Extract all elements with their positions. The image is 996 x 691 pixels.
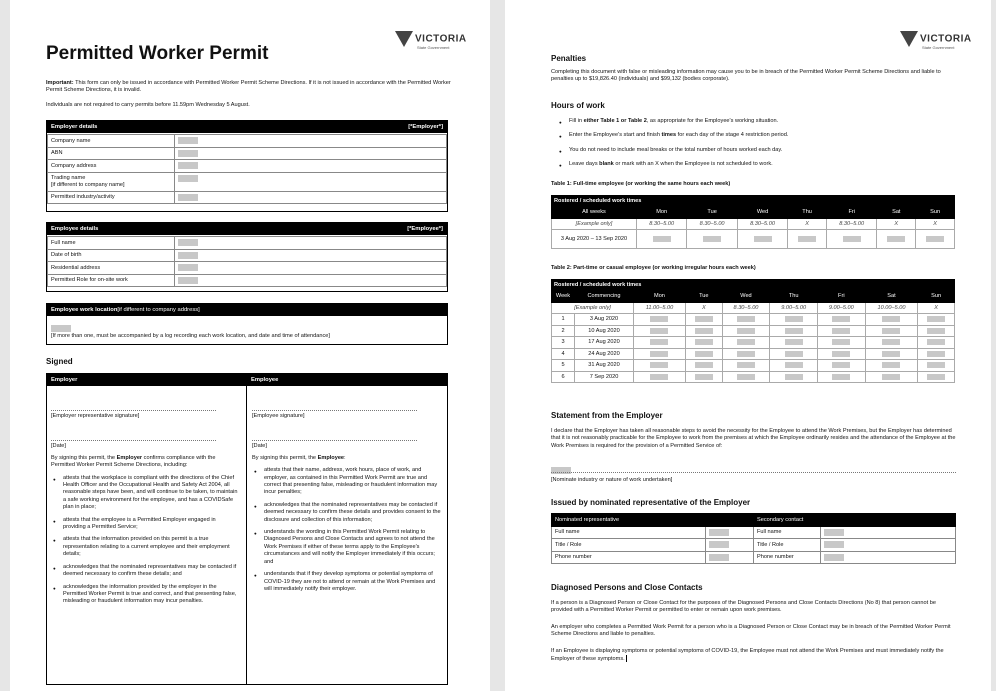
- employee-details-box: [46, 222, 448, 292]
- employer-bullet-list: [51, 475, 239, 606]
- company-address-field[interactable]: [175, 160, 447, 173]
- table-row: 5 31 Aug 2020: [552, 360, 955, 372]
- employee-bullet-list: [252, 467, 442, 593]
- employee-details-header: Employee details [*Employee*]: [47, 223, 447, 235]
- time-cell[interactable]: [865, 371, 918, 383]
- employee-date-line[interactable]: [252, 439, 417, 441]
- list-item: ● attests that the workplace is compliant with the directions of the Chief Health Officer and the Occupational Health and Safety Act 2004, all reasonable steps have been, and will continue to be taken, to maintain a safe working environment for the employee, and has a COVIDSafe plan in place;: [63, 475, 239, 512]
- input-placeholder: [178, 162, 198, 169]
- time-cell[interactable]: [685, 360, 722, 372]
- time-cell[interactable]: [918, 360, 955, 372]
- table2: [551, 279, 955, 383]
- form-row: Date of birth: [48, 249, 447, 262]
- list-item: ● attests that the information provided on this permit is a true representation relating to a current employee and their employment details;: [63, 536, 239, 558]
- employer-intro: By signing this permit, the Employer confirms compliance with the Permitted Worker Permit Scheme Directions, including:: [51, 454, 216, 469]
- form-row: Title / Role Title / Role: [552, 539, 956, 552]
- diagnosed-p2: An employer who completes a Permitted Work Permit for a person who is a Diagnosed Person or Close Contact may be in breach of the Permitted Worker Permit Scheme Directions and liable to penalties.: [551, 624, 951, 638]
- time-cell[interactable]: [722, 371, 770, 383]
- company-name-field[interactable]: [175, 135, 447, 148]
- form-row: Trading name [if different to company name]: [48, 172, 447, 191]
- time-cell[interactable]: [634, 360, 686, 372]
- input-placeholder: [178, 194, 198, 201]
- victoria-logo: VICTORIA State Government: [395, 30, 467, 50]
- input-placeholder: [178, 137, 198, 144]
- time-cell[interactable]: [817, 337, 865, 349]
- permitted-industry-field[interactable]: [175, 191, 447, 204]
- employer-details-table: [47, 134, 447, 204]
- hours-bullet-list: [557, 118, 969, 176]
- time-cell[interactable]: [637, 230, 687, 249]
- important-note: Important: This form can only be issued in accordance with Permitted Worker Permit Scheme Directions. If it is not issued in accordance with the Permitted Worker Permit Scheme Directions, it is invalid.: [46, 80, 451, 94]
- diagnosed-title: Diagnosed Persons and Close Contacts: [551, 583, 703, 592]
- table-row-example: [Example only] 11.00–5.00 X 8.30–5.00 9.00–5.00 9.00–5.00 10.00–5.00 X: [552, 302, 955, 314]
- time-cell[interactable]: [865, 325, 918, 337]
- statement-text: I declare that the Employer has taken all reasonable steps to avoid the necessity for the Employee to attend the Work Premises, but the Employer has determined that it is not reasonably practicable for the Employee to work from the premises at which the Employee ordinarily resides and the attendance of the Employee at the Work Premises is required for the provision of a Permitted Service of:: [551, 428, 956, 449]
- time-cell[interactable]: [634, 325, 686, 337]
- input-placeholder: [178, 252, 198, 259]
- secondary-full-name-field[interactable]: [820, 526, 955, 539]
- employee-signature-column: [Employee signature] [Date] By signing this permit, the Employee: ● attests that their name, address, work hours, place of work, and employer, as contained in this Permitted Work Permit are true and correct that presenting false, misleading or fraudulent information may incur penalties; ● acknowledges that the nominated representatives may be contacted if deemed necessary to confirm these details and provides consent to the disclosure and collection of this information; ● understands the wording in this Permitted Work Permit relating to Diagnosed Persons and Close Contacts and agrees to not attend the Work Premises if either of these terms apply to the Employee's circumstances and will notify the Employer immediately if this occurs; and ● understands that if they develop symptoms or potential symptoms of COVID-19 they are not to attend or remain at the Work Premises and will immediately notify their employer.: [252, 400, 442, 598]
- rep-full-name-field[interactable]: [706, 526, 754, 539]
- employer-details-header: Employer details [*Employer*]: [47, 121, 447, 133]
- time-cell[interactable]: [770, 337, 818, 349]
- time-cell[interactable]: [916, 230, 955, 249]
- table-header-row: All weeks Mon Tue Wed Thu Fri Sat Sun: [552, 207, 955, 219]
- employee-signature-line[interactable]: [252, 409, 417, 411]
- list-item: ● acknowledges that the nominated representatives may be contacted if deemed necessary to confirm these details; and: [63, 564, 239, 579]
- time-cell[interactable]: [770, 325, 818, 337]
- time-cell[interactable]: [634, 371, 686, 383]
- form-row: Full name: [48, 237, 447, 250]
- document-page-2: [505, 0, 991, 691]
- table-row-example: [Example only] 8.30–5.00 8.30–5.00 8.30–5.00 X 8.30–5.00 X X: [552, 218, 955, 230]
- time-cell[interactable]: [685, 314, 722, 326]
- time-cell[interactable]: [918, 314, 955, 326]
- victoria-logo: VICTORIA State Government: [900, 30, 972, 50]
- employee-details-table: [47, 236, 447, 287]
- victoria-triangle-icon: [395, 31, 413, 47]
- time-cell[interactable]: [685, 337, 722, 349]
- input-placeholder: [51, 325, 71, 332]
- hours-title: Hours of work: [551, 101, 605, 110]
- time-cell[interactable]: [770, 348, 818, 360]
- time-cell[interactable]: [817, 348, 865, 360]
- secondary-phone-field[interactable]: [820, 551, 955, 564]
- list-item: ● attests that the employee is a Permitted Employer engaged in providing a Permitted Service;: [63, 517, 239, 532]
- secondary-title-field[interactable]: [820, 539, 955, 552]
- time-cell[interactable]: [737, 230, 787, 249]
- employee-intro: By signing this permit, the Employee:: [252, 454, 346, 461]
- issued-table: [551, 513, 956, 564]
- time-cell[interactable]: [817, 371, 865, 383]
- work-location-note: [If more than one, must be accompanied by a log recording each work location, and date and time of attendance]: [51, 333, 330, 339]
- list-item: ● Enter the Employee's start and finish times for each day of the stage 4 restriction period.: [569, 132, 969, 139]
- text-cursor: [626, 655, 627, 662]
- time-cell[interactable]: [685, 371, 722, 383]
- time-cell[interactable]: [722, 348, 770, 360]
- table-row: 2 10 Aug 2020: [552, 325, 955, 337]
- list-item: ● You do not need to include meal breaks or the total number of hours worked each day.: [569, 147, 969, 154]
- time-cell[interactable]: [634, 348, 686, 360]
- time-cell[interactable]: [865, 348, 918, 360]
- date-of-birth-field[interactable]: [175, 249, 447, 262]
- time-cell[interactable]: [918, 325, 955, 337]
- time-cell[interactable]: [687, 230, 737, 249]
- table1: [551, 195, 955, 249]
- form-row: Company address: [48, 160, 447, 173]
- column-divider: [246, 386, 247, 684]
- input-placeholder: [178, 175, 198, 182]
- time-cell[interactable]: [817, 314, 865, 326]
- document-page-1: [10, 0, 490, 691]
- time-cell[interactable]: [685, 348, 722, 360]
- table-header-bar: Rostered / scheduled work times: [552, 280, 955, 291]
- list-item: ● understands the wording in this Permitted Work Permit relating to Diagnosed Persons and Close Contacts and agrees to not attend the Work Premises if either of these terms apply to the Employee's circumstances and will notify the Employer immediately if this occurs; and: [264, 529, 442, 566]
- form-row: Company name: [48, 135, 447, 148]
- table-header-bar: Rostered / scheduled work times: [552, 196, 955, 207]
- victoria-triangle-icon: [900, 31, 918, 47]
- time-cell[interactable]: [817, 325, 865, 337]
- list-item: ● acknowledges that the nominated representatives may be contacted if deemed necessary to confirm these details and provides consent to the disclosure and collection of this information;: [264, 502, 442, 524]
- table-row: 6 7 Sep 2020: [552, 371, 955, 383]
- input-placeholder: [178, 239, 198, 246]
- service-line: [551, 472, 956, 473]
- time-cell[interactable]: [865, 337, 918, 349]
- employer-signature-line[interactable]: [51, 409, 216, 411]
- rep-phone-field[interactable]: [706, 551, 754, 564]
- employer-details-box: [46, 120, 448, 212]
- residential-address-field[interactable]: [175, 262, 447, 275]
- form-row: ABN: [48, 147, 447, 160]
- form-row: Permitted industry/activity: [48, 191, 447, 204]
- input-placeholder: [178, 150, 198, 157]
- time-cell[interactable]: [722, 360, 770, 372]
- time-cell[interactable]: [918, 337, 955, 349]
- list-item: ● understands that if they develop symptoms or potential symptoms of COVID-19 they are not to attend or remain at the Work Premises and will immediately notify their employer.: [264, 571, 442, 593]
- list-item: ● attests that their name, address, work hours, place of work, and employer, as contained in this Permitted Work Permit are true and correct that presenting false, misleading or fraudulent information may incur penalties;: [264, 467, 442, 497]
- signed-title: Signed: [46, 357, 73, 366]
- list-item: ● acknowledges the information provided by the employer in the Permitted Worker Permit is true and correct, and that presenting false, misleading or fraudulent information may incur penalties.: [63, 584, 239, 606]
- employer-date-line[interactable]: [51, 439, 216, 441]
- time-cell[interactable]: [817, 360, 865, 372]
- table-row: 1 3 Aug 2020: [552, 314, 955, 326]
- nominate-note: [Nominate industry or nature of work undertaken]: [551, 477, 673, 483]
- employer-signature-column: [Employer representative signature] [Date] By signing this permit, the Employer confirms compliance with the Permitted Worker Permit Scheme Directions, including: ● attests that the workplace is compliant with the directions of the Chief Health Officer and the Occupational Health and Safety Act 2004, all reasonable steps have been, and will continue to be taken, to maintain a safe working environment for the employee, and has a COVIDSafe plan in place; ● attests that the employee is a Permitted Employer engaged in providing a Permitted Service; ● attests that the information provided on this permit is a true representation relating to a current employee and their employment details; ● acknowledges that the nominated representatives may be contacted if deemed necessary to confirm these details; and ● acknowledges the information provided by the employer in the Permitted Worker Permit is true and correct, and that presenting false, misleading or fraudulent information may incur penalties.: [51, 400, 239, 611]
- time-cell[interactable]: [865, 360, 918, 372]
- table-header-row: Week Commencing Mon Tue Wed Thu Fri Sat Sun: [552, 291, 955, 303]
- rep-title-field[interactable]: [706, 539, 754, 552]
- time-cell[interactable]: [788, 230, 827, 249]
- time-cell[interactable]: [827, 230, 877, 249]
- work-location-header: Employee work location [if different to company address]: [47, 304, 447, 316]
- time-cell[interactable]: [918, 348, 955, 360]
- abn-field[interactable]: [175, 147, 447, 160]
- penalties-text: Completing this document with false or misleading information may cause you to be in breach of the Permitted Worker Permit Scheme Directions and liable to penalties up to $19,826.40 (individuals) and $99,132 (bodies corporate).: [551, 69, 941, 83]
- time-cell[interactable]: [722, 325, 770, 337]
- time-cell[interactable]: [770, 314, 818, 326]
- table-row: 3 Aug 2020 – 13 Sep 2020: [552, 230, 955, 249]
- form-row: Residential address: [48, 262, 447, 275]
- table1-caption: Table 1: Full-time employee (or working the same hours each week): [551, 181, 731, 187]
- form-row: Permitted Role for on-site work: [48, 274, 447, 287]
- penalties-title: Penalties: [551, 54, 587, 63]
- list-item: ● Fill in either Table 1 or Table 2, as appropriate for the Employee's working situation.: [569, 118, 969, 125]
- input-placeholder: [551, 467, 571, 474]
- time-cell[interactable]: [770, 360, 818, 372]
- table-header-row: Nominated representative Secondary contact: [552, 514, 956, 527]
- input-placeholder: [178, 277, 198, 284]
- time-cell[interactable]: [877, 230, 916, 249]
- diagnosed-p3: If an Employee is displaying symptoms or potential symptoms of COVID-19, the Employee must not attend the Work Premises and must immediately notify the Employer of these symptoms.: [551, 648, 944, 663]
- time-cell[interactable]: [722, 314, 770, 326]
- work-location-box: [46, 303, 448, 345]
- input-placeholder: [178, 264, 198, 271]
- list-item: ● Leave days blank or mark with an X when the Employee is not scheduled to work.: [569, 161, 969, 168]
- signed-header: Employer Employee: [47, 374, 447, 386]
- issued-title: Issued by nominated representative of the Employer: [551, 498, 751, 507]
- statement-title: Statement from the Employer: [551, 411, 663, 420]
- trading-name-field[interactable]: [175, 172, 447, 191]
- time-cell[interactable]: [918, 371, 955, 383]
- time-cell[interactable]: [865, 314, 918, 326]
- page-title: Permitted Worker Permit: [46, 43, 269, 64]
- table-row: 4 24 Aug 2020: [552, 348, 955, 360]
- time-cell[interactable]: [685, 325, 722, 337]
- time-cell[interactable]: [634, 314, 686, 326]
- form-row: Phone number Phone number: [552, 551, 956, 564]
- time-cell[interactable]: [770, 371, 818, 383]
- form-row: Full name Full name: [552, 526, 956, 539]
- time-cell[interactable]: [722, 337, 770, 349]
- diagnosed-p1: If a person is a Diagnosed Person or Close Contact for the purposes of the Diagnosed Persons and Close Contacts Directions (No 8) that person cannot be provided with a Permitted Worker Permit or permitted to enter or remain upon work premises.: [551, 600, 936, 614]
- signed-box: [46, 373, 448, 685]
- table-row: 3 17 Aug 2020: [552, 337, 955, 349]
- table2-caption: Table 2: Part-time or casual employee (or working irregular hours each week): [551, 265, 756, 271]
- full-name-field[interactable]: [175, 237, 447, 250]
- time-cell[interactable]: [634, 337, 686, 349]
- permitted-role-field[interactable]: [175, 274, 447, 287]
- individuals-note: Individuals are not required to carry permits before 11.59pm Wednesday 5 August.: [46, 102, 250, 108]
